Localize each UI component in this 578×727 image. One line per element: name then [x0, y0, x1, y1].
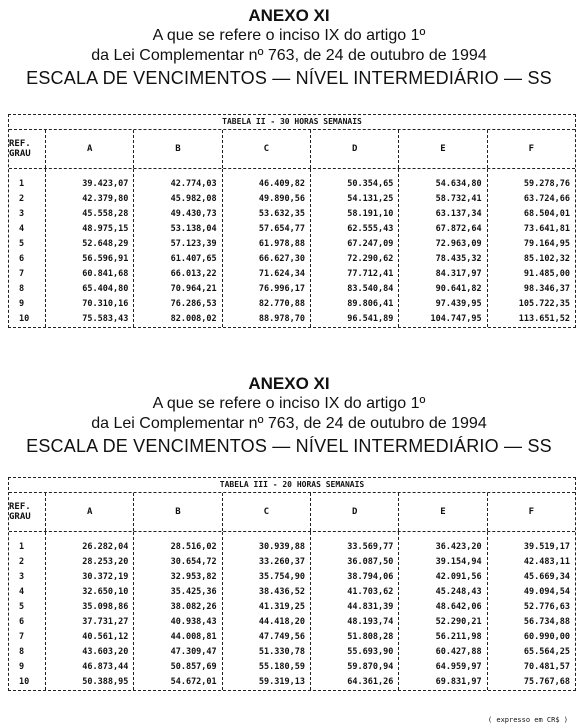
salary-cell: 61.407,65: [170, 254, 217, 264]
salary-cell: 82.770,88: [258, 299, 305, 309]
salary-table-ii: [8, 114, 576, 328]
salary-cell: 39.519,17: [523, 542, 570, 552]
salary-cell: 75.583,43: [82, 314, 129, 324]
salary-cell: 76.996,17: [258, 284, 305, 294]
salary-cell: 46.409,82: [258, 179, 305, 189]
salary-cell: 36.087,50: [347, 557, 394, 567]
salary-cell: 78.435,32: [435, 254, 482, 264]
salary-cell: 32.650,10: [82, 587, 129, 597]
salary-cell: 40.561,12: [82, 632, 129, 642]
salary-cell: 64.959,97: [435, 662, 482, 672]
salary-cell: 58.191,10: [347, 209, 394, 219]
header-col-b: B: [134, 130, 222, 168]
salary-cell: 54.672,01: [170, 677, 217, 687]
column-a: [46, 532, 134, 690]
salary-cell: 50.354,65: [347, 179, 394, 189]
salary-cell: 89.806,41: [347, 299, 394, 309]
reference-line-1: A que se refere o inciso IX do artigo 1º: [152, 395, 426, 412]
header-col-b: B: [134, 493, 222, 531]
salary-cell: 60.841,68: [82, 269, 129, 279]
salary-cell: 30.939,88: [258, 542, 305, 552]
salary-table-iii: [8, 477, 576, 691]
header-col-d: D: [311, 493, 399, 531]
salary-cell: 38.436,52: [258, 587, 305, 597]
salary-cell: 32.953,82: [170, 572, 217, 582]
column-d: [311, 169, 399, 327]
salary-cell: 47.749,56: [258, 632, 305, 642]
salary-cell: 88.978,70: [258, 314, 305, 324]
salary-cell: 49.890,56: [258, 194, 305, 204]
annex-section-2: [0, 368, 578, 687]
column-ref-grau: [9, 169, 46, 327]
scale-heading: ESCALA DE VENCIMENTOS — NÍVEL INTERMEDIÁRIO — SS: [26, 436, 552, 456]
column-c: [223, 169, 311, 327]
salary-cell: 48.193,74: [347, 617, 394, 627]
salary-cell: 42.483,11: [523, 557, 570, 567]
salary-cell: 83.540,84: [347, 284, 394, 294]
salary-cell: 47.309,47: [170, 647, 217, 657]
column-b: [134, 532, 222, 690]
row-ref-cell: 6: [19, 617, 25, 627]
salary-cell: 66.627,30: [258, 254, 305, 264]
salary-cell: 113.651,52: [518, 314, 570, 324]
salary-cell: 72.290,62: [347, 254, 394, 264]
table-body: [9, 532, 575, 690]
salary-cell: 43.603,20: [82, 647, 129, 657]
salary-cell: 48.642,06: [435, 602, 482, 612]
salary-cell: 57.654,77: [258, 224, 305, 234]
header-col-d: D: [311, 130, 399, 168]
salary-cell: 68.504,01: [523, 209, 570, 219]
salary-cell: 33.260,37: [258, 557, 305, 567]
salary-cell: 61.978,88: [258, 239, 305, 249]
salary-cell: 28.516,02: [170, 542, 217, 552]
salary-cell: 48.975,15: [82, 224, 129, 234]
reference-line-2: da Lei Complementar nº 763, de 24 de outubro de 1994: [91, 415, 487, 432]
row-ref-cell: 4: [19, 587, 25, 597]
salary-cell: 54.634,80: [435, 179, 482, 189]
salary-cell: 41.703,62: [347, 587, 394, 597]
salary-cell: 45.982,08: [170, 194, 217, 204]
salary-cell: 84.317,97: [435, 269, 482, 279]
row-ref-cell: 3: [19, 209, 25, 219]
column-b: [134, 169, 222, 327]
salary-cell: 63.724,66: [523, 194, 570, 204]
salary-cell: 66.013,22: [170, 269, 217, 279]
currency-footnote: ( expresso em CR$ ): [487, 716, 568, 724]
table-header: [9, 130, 575, 169]
salary-cell: 69.831,97: [435, 677, 482, 687]
column-c: [223, 532, 311, 690]
row-ref-cell: 10: [19, 677, 30, 687]
salary-cell: 82.008,02: [170, 314, 217, 324]
salary-cell: 65.564,25: [523, 647, 570, 657]
salary-cell: 63.137,34: [435, 209, 482, 219]
row-ref-cell: 9: [19, 299, 25, 309]
salary-cell: 42.774,03: [170, 179, 217, 189]
salary-cell: 57.123,39: [170, 239, 217, 249]
header-col-c: C: [223, 130, 311, 168]
salary-cell: 75.767,68: [523, 677, 570, 687]
salary-cell: 28.253,20: [82, 557, 129, 567]
salary-cell: 56.596,91: [82, 254, 129, 264]
salary-cell: 54.131,25: [347, 194, 394, 204]
header-ref-grau: REF. GRAU: [9, 493, 46, 531]
salary-cell: 70.964,21: [170, 284, 217, 294]
salary-cell: 45.669,34: [523, 572, 570, 582]
column-d: [311, 532, 399, 690]
table-body: [9, 169, 575, 327]
salary-cell: 67.872,64: [435, 224, 482, 234]
salary-cell: 42.379,80: [82, 194, 129, 204]
row-ref-cell: 8: [19, 647, 25, 657]
salary-cell: 40.938,43: [170, 617, 217, 627]
salary-cell: 91.485,00: [523, 269, 570, 279]
reference-line-1: A que se refere o inciso IX do artigo 1º: [152, 27, 426, 44]
salary-cell: 30.654,72: [170, 557, 217, 567]
salary-cell: 70.481,57: [523, 662, 570, 672]
salary-cell: 105.722,35: [518, 299, 570, 309]
annex-title: ANEXO XI: [248, 374, 330, 393]
salary-cell: 58.732,41: [435, 194, 482, 204]
reference-line-2: da Lei Complementar nº 763, de 24 de outubro de 1994: [91, 47, 487, 64]
salary-cell: 67.247,09: [347, 239, 394, 249]
salary-cell: 51.808,28: [347, 632, 394, 642]
salary-cell: 79.164,95: [523, 239, 570, 249]
salary-cell: 37.731,27: [82, 617, 129, 627]
salary-cell: 44.008,81: [170, 632, 217, 642]
salary-cell: 39.423,07: [82, 179, 129, 189]
header-col-e: E: [399, 493, 487, 531]
salary-cell: 41.319,25: [258, 602, 305, 612]
salary-cell: 50.857,69: [170, 662, 217, 672]
salary-cell: 52.776,63: [523, 602, 570, 612]
row-ref-cell: 5: [19, 239, 25, 249]
header-col-e: E: [399, 130, 487, 168]
salary-cell: 30.372,19: [82, 572, 129, 582]
header-ref-grau: REF. GRAU: [9, 130, 46, 168]
scale-heading: ESCALA DE VENCIMENTOS — NÍVEL INTERMEDIÁRIO — SS: [26, 68, 552, 88]
row-ref-cell: 2: [19, 557, 25, 567]
row-ref-cell: 9: [19, 662, 25, 672]
salary-cell: 71.624,34: [258, 269, 305, 279]
row-ref-cell: 1: [19, 179, 25, 189]
column-f: [488, 532, 575, 690]
salary-cell: 60.990,00: [523, 632, 570, 642]
salary-cell: 59.278,76: [523, 179, 570, 189]
salary-cell: 42.091,56: [435, 572, 482, 582]
salary-cell: 52.290,21: [435, 617, 482, 627]
salary-cell: 36.423,20: [435, 542, 482, 552]
salary-cell: 44.831,39: [347, 602, 394, 612]
salary-cell: 72.963,09: [435, 239, 482, 249]
row-ref-cell: 5: [19, 602, 25, 612]
row-ref-cell: 6: [19, 254, 25, 264]
row-ref-cell: 7: [19, 269, 25, 279]
column-ref-grau: [9, 532, 46, 690]
salary-cell: 55.180,59: [258, 662, 305, 672]
row-ref-cell: 10: [19, 314, 30, 324]
salary-cell: 45.248,43: [435, 587, 482, 597]
table-caption: TABELA III - 20 HORAS SEMANAIS: [9, 478, 575, 493]
column-e: [399, 532, 487, 690]
salary-cell: 59.870,94: [347, 662, 394, 672]
row-ref-cell: 2: [19, 194, 25, 204]
salary-cell: 38.794,06: [347, 572, 394, 582]
salary-cell: 35.098,86: [82, 602, 129, 612]
table-caption: TABELA II - 30 HORAS SEMANAIS: [9, 115, 575, 130]
table-header: [9, 493, 575, 532]
row-ref-cell: 7: [19, 632, 25, 642]
row-ref-cell: 1: [19, 542, 25, 552]
salary-cell: 26.282,04: [82, 542, 129, 552]
row-ref-cell: 3: [19, 572, 25, 582]
salary-cell: 35.425,36: [170, 587, 217, 597]
column-f: [488, 169, 575, 327]
salary-cell: 62.555,43: [347, 224, 394, 234]
salary-cell: 55.693,90: [347, 647, 394, 657]
salary-cell: 90.641,82: [435, 284, 482, 294]
column-a: [46, 169, 134, 327]
salary-cell: 35.754,90: [258, 572, 305, 582]
salary-cell: 70.310,16: [82, 299, 129, 309]
salary-cell: 65.404,80: [82, 284, 129, 294]
salary-cell: 49.430,73: [170, 209, 217, 219]
salary-cell: 38.082,26: [170, 602, 217, 612]
row-ref-cell: 4: [19, 224, 25, 234]
salary-cell: 45.558,28: [82, 209, 129, 219]
salary-cell: 60.427,88: [435, 647, 482, 657]
salary-cell: 64.361,26: [347, 677, 394, 687]
salary-cell: 73.641,81: [523, 224, 570, 234]
salary-cell: 98.346,37: [523, 284, 570, 294]
salary-cell: 53.138,04: [170, 224, 217, 234]
salary-cell: 77.712,41: [347, 269, 394, 279]
header-col-f: F: [528, 144, 535, 154]
header-col-a: A: [46, 130, 134, 168]
header-col-a: A: [46, 493, 134, 531]
row-ref-cell: 8: [19, 284, 25, 294]
salary-cell: 85.102,32: [523, 254, 570, 264]
salary-cell: 56.734,88: [523, 617, 570, 627]
header-col-c: C: [223, 493, 311, 531]
salary-cell: 59.319,13: [258, 677, 305, 687]
column-e: [399, 169, 487, 327]
salary-cell: 39.154,94: [435, 557, 482, 567]
salary-cell: 53.632,35: [258, 209, 305, 219]
annex-section-1: [0, 0, 578, 324]
salary-cell: 104.747,95: [430, 314, 482, 324]
salary-cell: 97.439,95: [435, 299, 482, 309]
salary-cell: 52.648,29: [82, 239, 129, 249]
salary-cell: 49.094,54: [523, 587, 570, 597]
salary-cell: 96.541,89: [347, 314, 394, 324]
salary-cell: 76.286,53: [170, 299, 217, 309]
salary-cell: 51.330,78: [258, 647, 305, 657]
salary-cell: 44.418,20: [258, 617, 305, 627]
salary-cell: 33.569,77: [347, 542, 394, 552]
salary-cell: 56.211,98: [435, 632, 482, 642]
salary-cell: 46.873,44: [82, 662, 129, 672]
header-col-f: F: [528, 507, 535, 517]
salary-cell: 50.388,95: [82, 677, 129, 687]
annex-title: ANEXO XI: [248, 6, 330, 25]
